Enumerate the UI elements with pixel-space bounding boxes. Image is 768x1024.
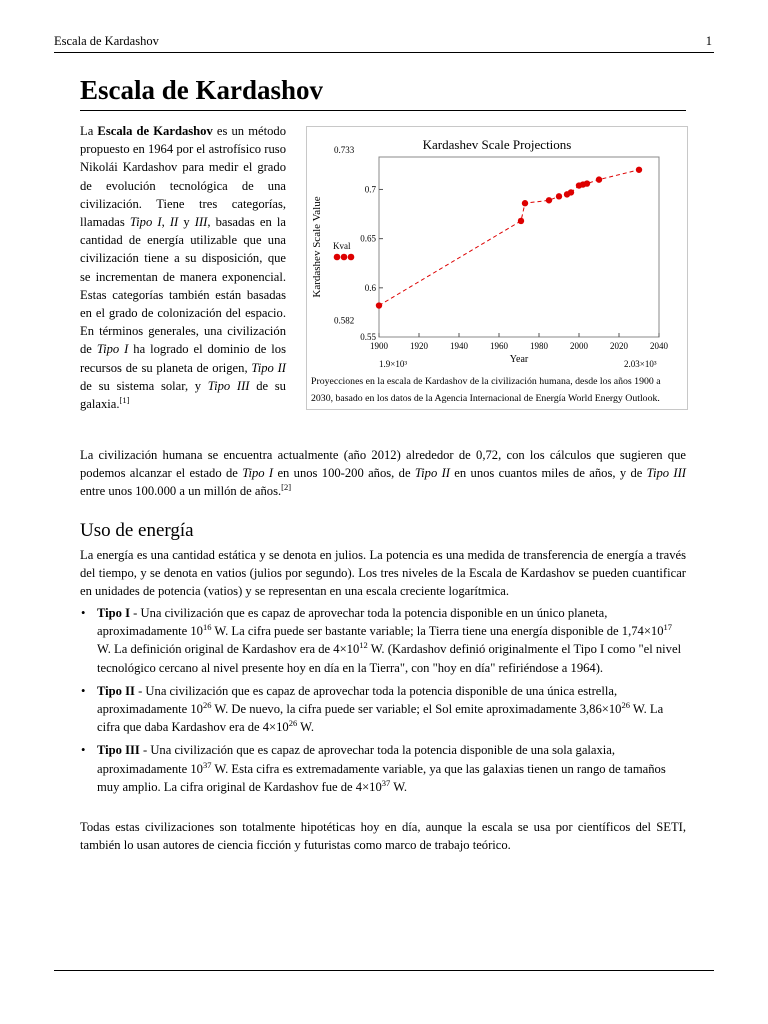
legend-marker bbox=[334, 254, 341, 261]
y-tick-label: 0.6 bbox=[364, 282, 376, 293]
x-axis-label: Year bbox=[509, 354, 529, 365]
paragraph-current-status: La civilización humana se encuentra actualmente (año 2012) alrededor de 0,72, con los cálculos que sugieren que podemos alcanzar el estado de Tipo I en unos 100-200 años, de Tipo II en unos cuantos miles de años, y de Tipo III entre unos 100.000 a un millón de años.[2] bbox=[80, 448, 686, 499]
intro-paragraph: La Escala de Kardashov es un método propuesto en 1964 por el astrofísico ruso Nikolái Kardashov para medir el grado de evolución tecnológica de una civilización. Tiene tres categorías, llamadas Tipo I, II y III, basadas en la cantidad de energía utilizable que una civilización tiene a su disposición, que se incrementan de manera exponencial. Estas categorías también están basadas en el grado de colonización del espacio. En términos generales, una civilización de Tipo I ha logrado el dominio de los recursos de su planeta de origen, Tipo II de su sistema solar, y Tipo III de su galaxia.[1] bbox=[80, 124, 287, 412]
x-max-label: 2.03×10³ bbox=[624, 359, 657, 369]
chart-title: Kardashev Scale Projections bbox=[422, 137, 572, 152]
y-min-label: 0.582 bbox=[334, 315, 355, 326]
y-bottom-label: 0.55 bbox=[360, 332, 376, 342]
data-point bbox=[518, 218, 524, 224]
x-tick-label: 2000 bbox=[570, 341, 588, 351]
data-point bbox=[596, 176, 602, 182]
y-tick-label: 0.7 bbox=[364, 184, 376, 195]
data-point bbox=[584, 180, 590, 186]
page-number: 1 bbox=[705, 34, 712, 48]
y-tick-label: 0.65 bbox=[360, 233, 376, 244]
citation-link[interactable]: [1] bbox=[119, 395, 130, 406]
x-tick-label: 2040 bbox=[650, 341, 668, 351]
legend-marker bbox=[341, 254, 348, 261]
y-max-label: 0.733 bbox=[334, 145, 355, 155]
x-tick-label: 1940 bbox=[450, 341, 468, 351]
chart-figure bbox=[306, 126, 688, 410]
figure-caption: Proyecciones en la escala de Kardashov de la civilización humana, desde los años 1900 a 2030, basado en los datos de la Agencia Internacional de Energía World Energy Outlook. bbox=[311, 376, 661, 404]
x-tick-label: 1980 bbox=[530, 341, 548, 351]
list-item: • Tipo II - Una civilización que es capaz de aprovechar toda la potencia disponible de una única estrella, aproximadamente $10^{26}$ W. De nuevo, la cifra puede ser variable; el Sol emite aproximadamente $3,86\times 10^{26}$ W. La cifra que daba Kardashov era de $4\times 10^{26}$ W. bbox=[81, 683, 664, 735]
x-tick-label: 1960 bbox=[490, 341, 508, 351]
civilization-types-list bbox=[80, 604, 688, 801]
plot-frame bbox=[379, 157, 659, 337]
data-point bbox=[376, 302, 382, 308]
section-heading: Uso de energía bbox=[80, 520, 194, 541]
page-title: Escala de Kardashov bbox=[80, 72, 686, 111]
x-tick-label: 2020 bbox=[610, 341, 628, 351]
x-tick-label: 1920 bbox=[410, 341, 428, 351]
running-header bbox=[54, 34, 714, 53]
footer-rule bbox=[54, 970, 714, 971]
bullet: • bbox=[81, 606, 86, 620]
y-axis-label: Kardashev Scale Value bbox=[311, 196, 323, 298]
data-point bbox=[636, 167, 642, 173]
data-point bbox=[556, 193, 562, 199]
series-line bbox=[379, 170, 639, 306]
running-title: Escala de Kardashov bbox=[54, 34, 159, 48]
data-point bbox=[568, 189, 574, 195]
x-min-label: 1.9×10³ bbox=[379, 359, 408, 369]
x-tick-label: 1900 bbox=[370, 341, 388, 351]
paragraph-energy: La energía es una cantidad estática y se denota en julios. La potencia es una medida de transferencia de energía a través del tiempo, y se denota en vatios (julios por segundo). Los tres niveles de la Escala de Kardashov se pueden cuantificar en unidades de potencia (vatios) y se representan en una escala creciente logarítmica. bbox=[80, 548, 686, 599]
legend-label: Kval bbox=[333, 241, 351, 251]
paragraph-closing: Todas estas civilizaciones son totalmente hipotéticas hoy en día, aunque la escala se usa por científicos del SETI, también lo usan autores de ciencia ficción y futuristas como marco de trabajo teórico. bbox=[80, 820, 686, 853]
list-item: • Tipo I - Una civilización que es capaz de aprovechar toda la potencia disponible en un único planeta, aproximadamente $10^{16}$ W. La cifra puede ser bastante variable; la Tierra tiene una energía disponible de $1,74\times 10^{17}$ W. La definición original de Kardashov era de $4\times 10^{12}$ W. (Kardashov definió originalmente el Tipo I como "el nivel tecnológico cercano al nivel presente hoy en día en la Tierra", con "hoy en día" refiriéndose a 1964). bbox=[81, 606, 682, 675]
data-point bbox=[546, 197, 552, 203]
legend-marker bbox=[348, 254, 355, 261]
kardashev-chart bbox=[307, 127, 687, 373]
bullet: • bbox=[81, 683, 86, 698]
list-item: • Tipo III - Una civilización que es capaz de aprovechar toda la potencia disponible de una sola galaxia, aproximadamente $10^{37}$ W. Esta cifra es extremadamente variable, ya que las galaxias tienen un rango de tamaños muy amplio. La cifra original de Kardashov fue de $4\times 10^{37}$ W. bbox=[81, 743, 666, 794]
bullet: • bbox=[81, 743, 86, 758]
citation-link[interactable]: [2] bbox=[281, 482, 292, 493]
data-point bbox=[522, 200, 528, 206]
